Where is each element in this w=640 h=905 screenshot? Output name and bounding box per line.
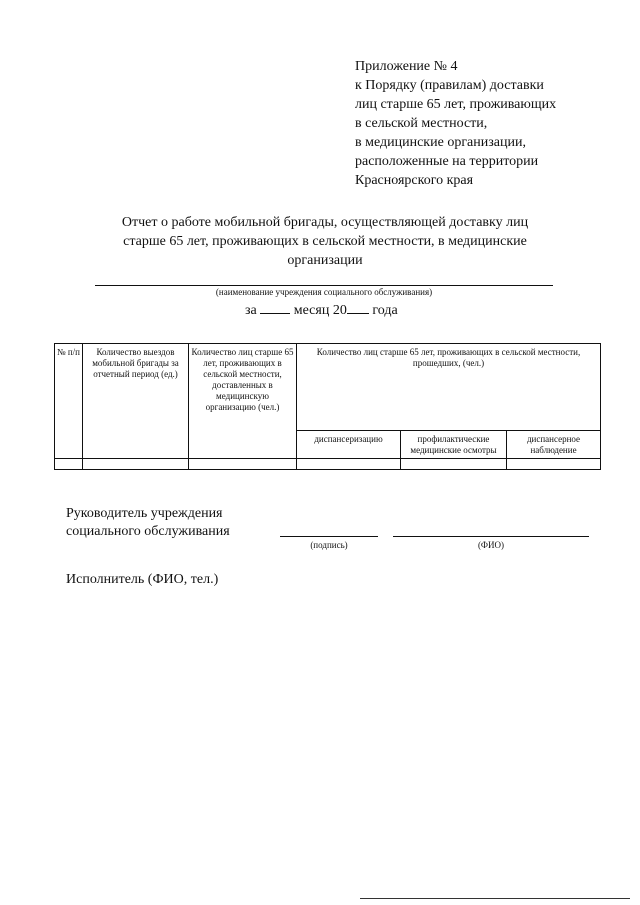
appendix-block — [355, 57, 625, 190]
report-title-line: старше 65 лет, проживающих в сельской местности, в медицинские — [123, 234, 527, 249]
signature-caption: (подпись) — [310, 540, 348, 550]
cell-trips[interactable] — [83, 459, 189, 470]
full-name-caption: (ФИО) — [477, 540, 505, 550]
head-signature-label-line: социального обслуживания — [66, 524, 230, 539]
appendix-line: расположенные на территории — [355, 154, 539, 169]
header-delivered: Количество лиц старше 65 лет, проживающих в сельской местности, доставленных в медицинскую организацию (чел.) — [189, 344, 297, 459]
organization-name-caption: (наименование учреждения социального обслуживания) — [215, 287, 433, 297]
head-signature-label-line: Руководитель учреждения — [66, 506, 223, 521]
appendix-line: к Порядку (правилам) доставки — [355, 78, 544, 93]
report-table — [54, 343, 601, 470]
appendix-line: в медицинские организации, — [355, 135, 526, 150]
executor-label: Исполнитель (ФИО, тел.) — [66, 572, 219, 587]
appendix-line: лиц старше 65 лет, проживающих — [355, 97, 557, 112]
header-trips: Количество выездов мобильной бригады за отчетный период (ед.) — [83, 344, 189, 459]
header-prophylactic-exams: профилактические медицинские осмотры — [401, 431, 507, 459]
period-middle: месяц 20 — [293, 303, 347, 318]
page-bottom-rule — [360, 898, 630, 899]
appendix-line: Приложение № 4 — [355, 59, 458, 74]
head-signature-label — [66, 505, 230, 541]
report-title-line: организации — [287, 253, 363, 268]
report-title-line: Отчет о работе мобильной бригады, осуществляющей доставку лиц — [121, 215, 529, 230]
appendix-line: Красноярского края — [355, 173, 474, 188]
year-blank[interactable] — [347, 299, 369, 314]
cell-prophylactic-exams[interactable] — [401, 459, 507, 470]
cell-delivered[interactable] — [189, 459, 297, 470]
signature-field[interactable] — [280, 536, 378, 537]
header-dispanserization: диспансеризацию — [297, 431, 401, 459]
report-title — [90, 213, 560, 270]
header-passed-group: Количество лиц старше 65 лет, проживающих в сельской местности, прошедших, (чел.) — [297, 344, 601, 431]
cell-dispanserization[interactable] — [297, 459, 401, 470]
full-name-field[interactable] — [393, 536, 589, 537]
period-suffix: года — [372, 303, 398, 318]
cell-number[interactable] — [55, 459, 83, 470]
table-row — [55, 459, 601, 470]
appendix-line: в сельской местности, — [355, 116, 488, 131]
cell-dispensary-observation[interactable] — [507, 459, 601, 470]
organization-name-field[interactable] — [95, 285, 553, 286]
month-blank[interactable] — [260, 299, 290, 314]
report-period — [245, 299, 398, 320]
header-number: № п/п — [55, 344, 83, 459]
period-prefix: за — [245, 303, 257, 318]
header-dispensary-observation: диспансерное наблюдение — [507, 431, 601, 459]
